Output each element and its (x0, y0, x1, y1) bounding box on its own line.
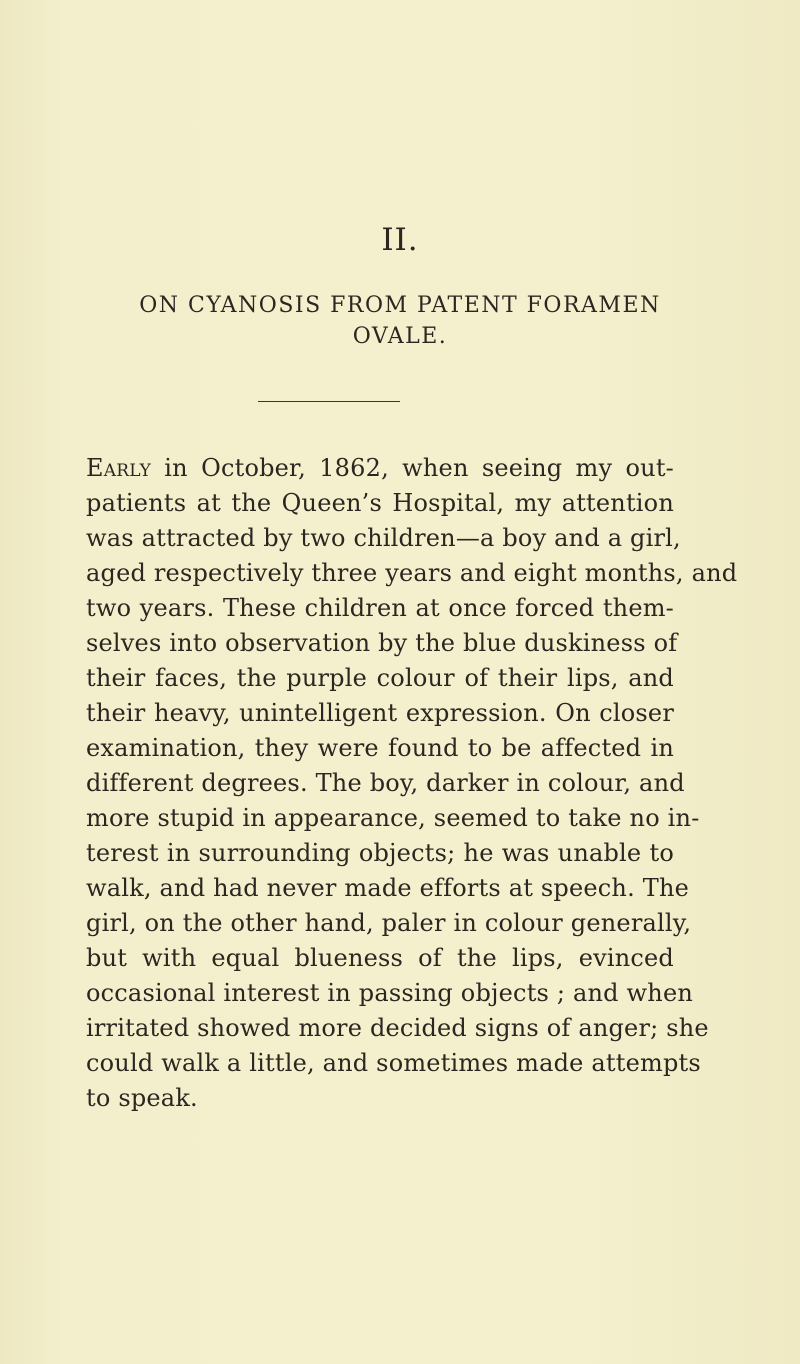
body-line: terest in surrounding objects; he was unable to (86, 839, 674, 867)
body-line-text: in October, 1862, when seeing my out- (151, 454, 674, 482)
body-line: selves into observation by the blue duskiness of (86, 629, 678, 657)
body-line: their heavy, unintelligent expression. On closer (86, 699, 674, 727)
body-line: girl, on the other hand, paler in colour generally, (86, 909, 692, 937)
opening-word: Early (86, 454, 152, 482)
body-line: was attracted by two children—a boy and a girl, (86, 524, 681, 552)
body-line: two years. These children at once forced them- (86, 594, 674, 622)
body-line: could walk a little, and sometimes made attempts (86, 1049, 701, 1077)
body-paragraph (86, 451, 738, 1116)
body-line: patients at the Queen’s Hospital, my attention (86, 489, 674, 517)
body-line: more stupid in appearance, seemed to take no in- (86, 804, 700, 832)
body-line: aged respectively three years and eight months, and (86, 559, 738, 587)
body-line: walk, and had never made efforts at speech. The (86, 874, 690, 902)
title-divider (258, 401, 400, 402)
body-line: to speak. (86, 1084, 198, 1112)
chapter-number: II. (381, 222, 419, 258)
chapter-title-line-1: ON CYANOSIS FROM PATENT FORAMEN (139, 293, 661, 318)
body-line: examination, they were found to be affected in (86, 734, 674, 762)
chapter-title (0, 290, 800, 352)
body-line (86, 451, 674, 486)
body-line: but with equal blueness of the lips, evinced (86, 944, 674, 972)
body-line: occasional interest in passing objects ; and when (86, 979, 694, 1007)
chapter-title-line-2: OVALE. (352, 324, 448, 349)
body-line: different degrees. The boy, darker in colour, and (86, 769, 685, 797)
body-line: irritated showed more decided signs of anger; she (86, 1014, 709, 1042)
body-line: their faces, the purple colour of their lips, and (86, 664, 674, 692)
